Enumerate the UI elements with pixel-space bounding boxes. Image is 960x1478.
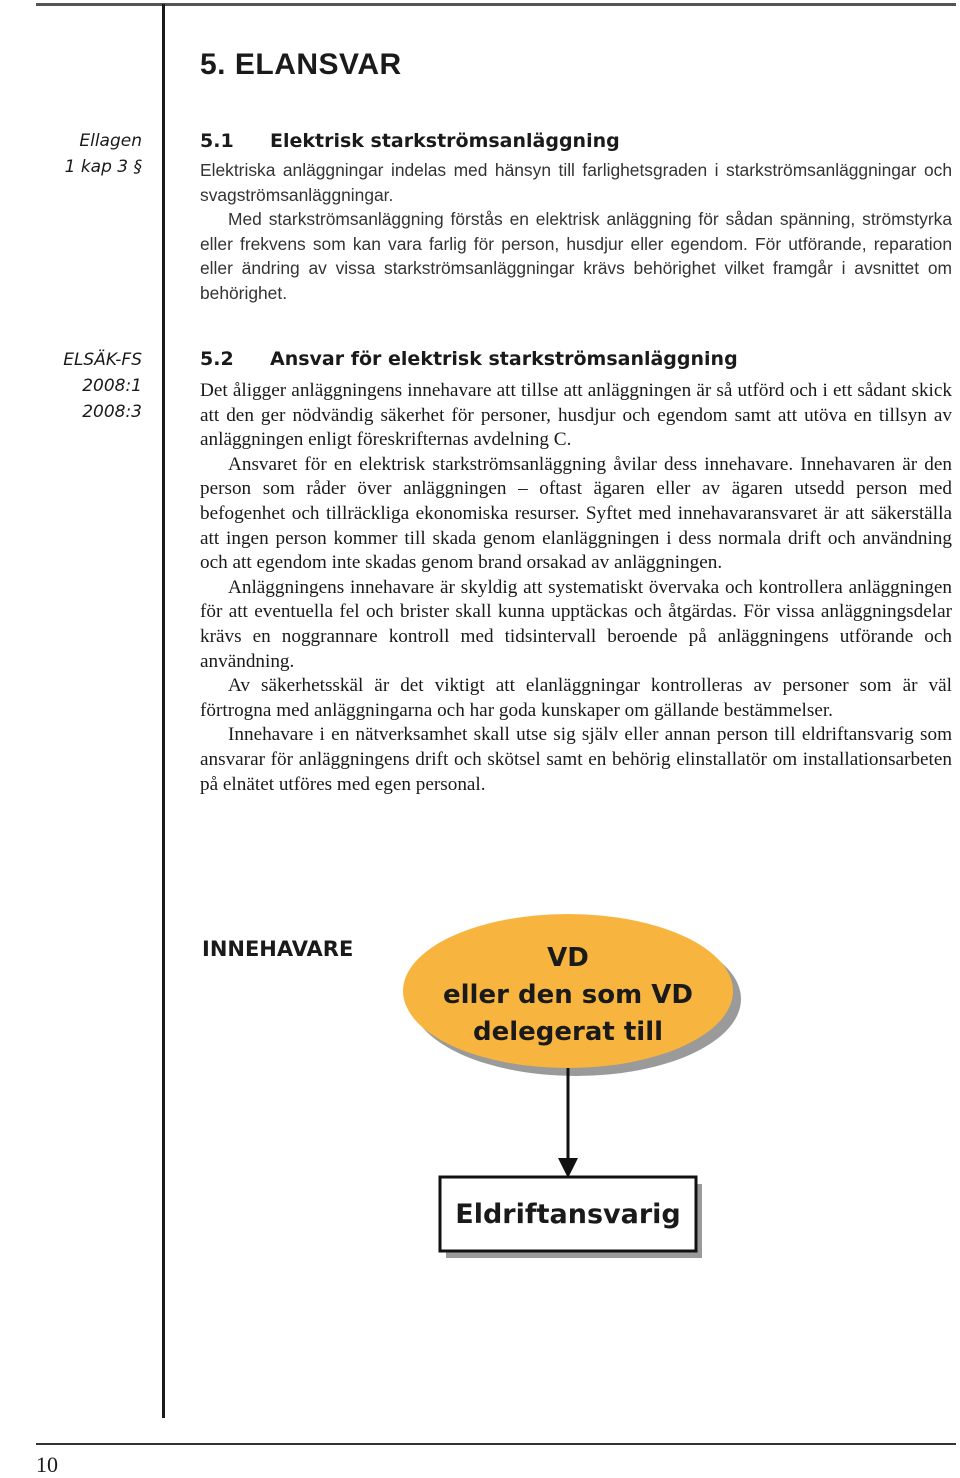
ellipse-line: delegerat till — [472, 1017, 664, 1047]
ellipse-line: eller den som VD — [443, 980, 693, 1010]
section-heading-5-2 — [200, 348, 738, 370]
paragraph: Det åligger anläggningens innehavare att tillse att anläggningen är så utförd och i ett sådant skick att den ger nödvändig säkerhet för personer, husdjur och egendom samt att utöva en tillsyn av anläggningen enligt föreskrifternas avdelning C. — [200, 380, 952, 451]
paragraph: Av säkerhetsskäl är det viktigt att elanläggningar kontrolleras av personer som är väl förtrogna med anläggningarna och har goda kunskaper om gällande bestämmelser. — [200, 675, 952, 721]
margin-note-line: 1 kap 3 § — [64, 157, 142, 177]
section-title: Ansvar för elektrisk starkströmsanläggning — [270, 348, 738, 370]
arrow-head-icon — [558, 1158, 578, 1178]
paragraph: Med starkströmsanläggning förstås en elektrisk anläggning för sådan spänning, strömstyrka eller frekvens som kan vara farlig för person, husdjur eller egendom. För utförande, reparation eller ändring av vissa starkströmsanläggningar krävs behörighet vilket framgår i avsnittet om behörighet. — [200, 209, 952, 303]
top-rule — [36, 3, 956, 6]
paragraph: Innehavare i en nätverksamhet skall utse sig själv eller annan person till eldriftansvarig som ansvarar för anläggningens drift och skötsel samt en behörig elinstallatör om installationsarbeten på elnätet utföres med egen personal. — [200, 724, 952, 795]
section-body-5-1 — [200, 158, 952, 306]
margin-note-line: ELSÄK-FS 2008:1 — [63, 350, 142, 396]
margin-note-line: Ellagen — [79, 131, 142, 151]
section-title: Elektrisk starkströmsanläggning — [270, 130, 620, 152]
paragraph: Elektriska anläggningar indelas med hänsyn till farlighetsgraden i starkströmsanläggningar och svagströmsanläggningar. — [200, 160, 952, 205]
section-heading-5-1 — [200, 130, 620, 152]
ellipse-line: VD — [547, 943, 589, 973]
section-number: 5.2 — [200, 348, 234, 370]
section-number: 5.1 — [200, 130, 234, 152]
chapter-title: 5. ELANSVAR — [200, 48, 402, 81]
margin-note-ellagen — [65, 128, 142, 180]
ellipse-text — [408, 940, 728, 1051]
page-number: 10 — [36, 1452, 58, 1477]
paragraph: Anläggningens innehavare är skyldig att systematiskt övervaka och kontrollera anläggningen för att eventuella fel och brister skall kunna upptäckas och åtgärdas. För vissa anläggningsdelar krävs en noggrannare kontroll med tidsintervall beroende på anläggningens utförande och användning. — [200, 576, 952, 672]
margin-rule — [162, 4, 165, 1418]
section-body-5-2 — [200, 379, 952, 797]
margin-note-line: 2008:3 — [82, 402, 142, 422]
margin-note-elsak — [0, 347, 142, 425]
owner-label: INNEHAVARE — [202, 937, 354, 961]
paragraph: Ansvaret för en elektrisk starkströmsanläggning åvilar dess innehavare. Innehavaren är den person som råder över anläggningen – oftast ägaren eller av ägaren utsedd person med befogenhet och tillräckliga ekonomiska resurser. Syftet med innehavaransvaret är att säkerställa att ingen person kommer till skada genom elanläggningen i dess normala drift och användning och att egendom inte skadas genom brand orsakad av anläggningen. — [200, 453, 952, 574]
footer-rule — [36, 1443, 956, 1445]
box-label: Eldriftansvarig — [455, 1198, 681, 1230]
